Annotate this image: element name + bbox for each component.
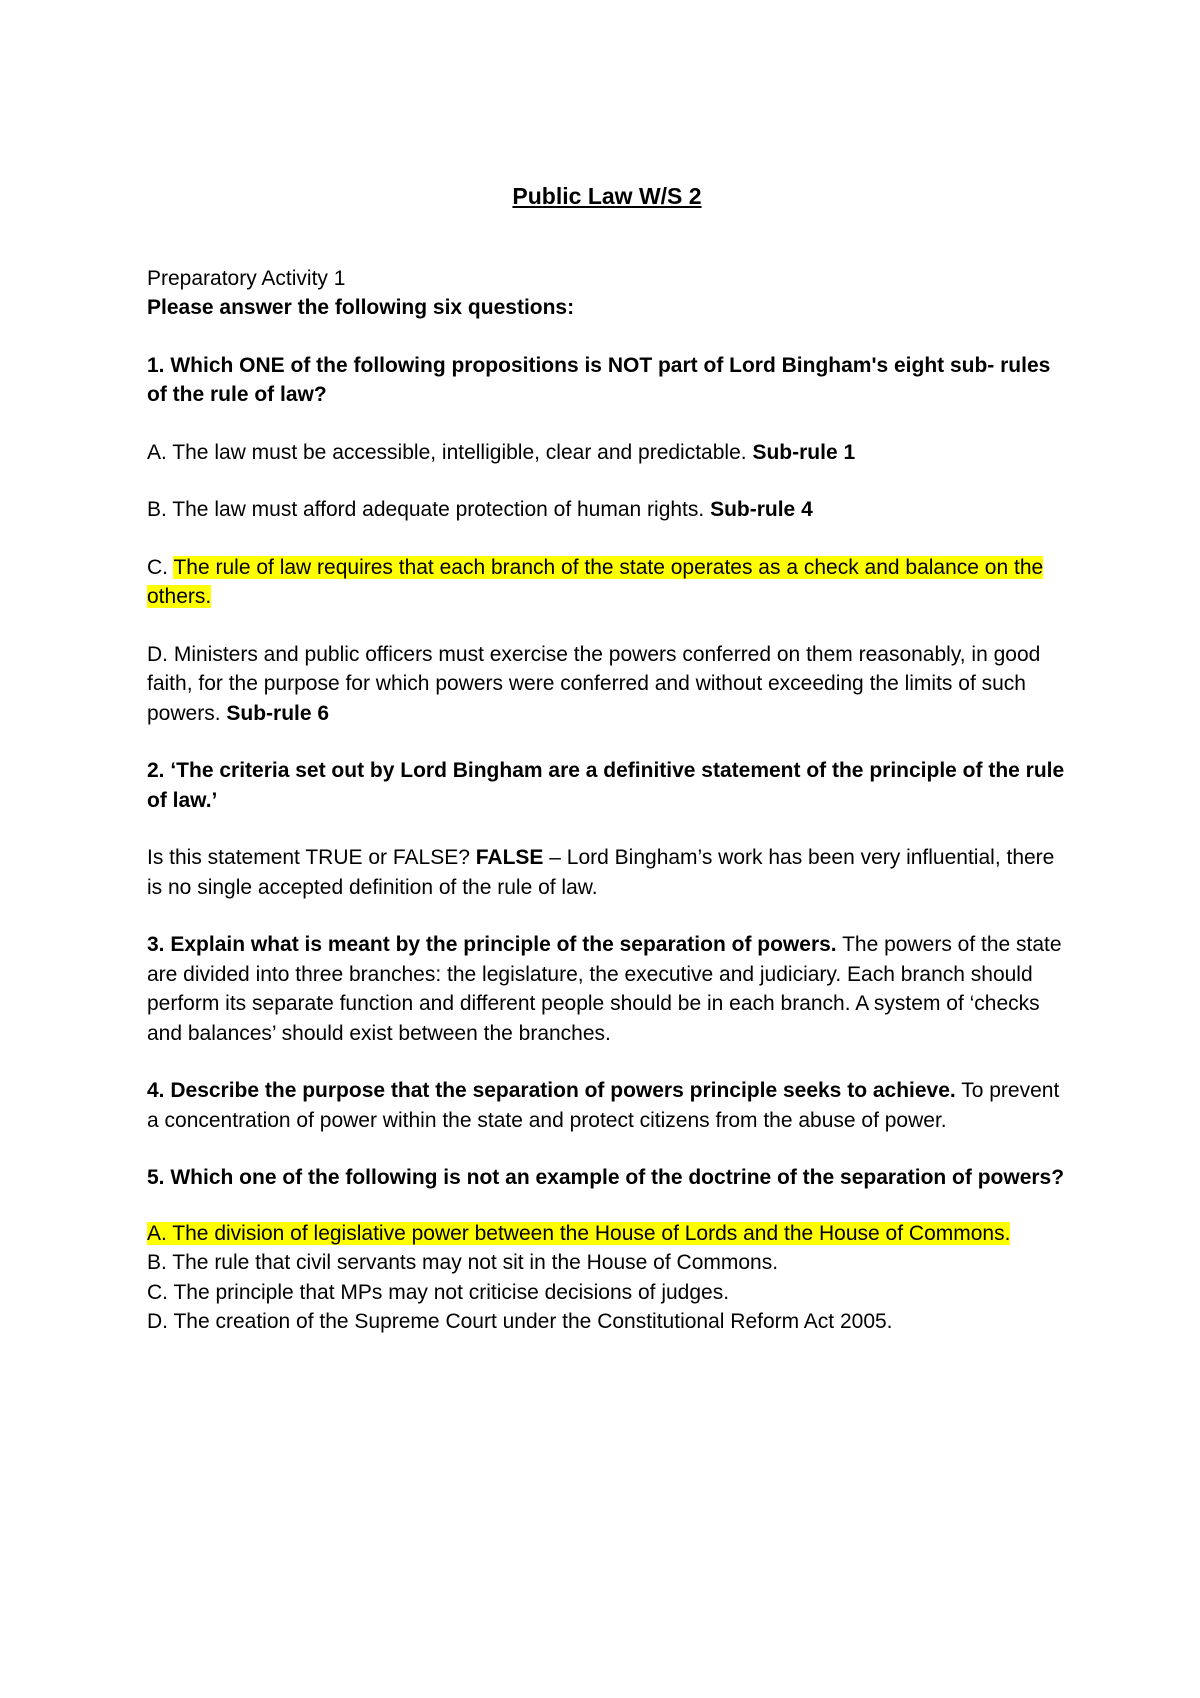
- page-title: Public Law W/S 2: [512, 183, 702, 209]
- question-1: 1. Which ONE of the following propositions is NOT part of Lord Bingham's eight sub- rules of the rule of law?: [147, 353, 1051, 406]
- q1-option-a: [147, 438, 1067, 468]
- q2-answer: [147, 843, 1067, 902]
- q4-answer: To prevent a concentration of power within the state and protect citizens from the abuse of power.: [147, 1079, 1060, 1132]
- q1-option-a-text: A. The law must be accessible, intelligible, clear and predictable.: [147, 440, 747, 464]
- q4-question: 4. Describe the purpose that the separation of powers principle seeks to achieve.: [147, 1079, 956, 1102]
- instructions: Please answer the following six questions:: [147, 296, 575, 319]
- q5-option-b: B. The rule that civil servants may not sit in the House of Commons.: [147, 1251, 779, 1274]
- q5-option-c: C. The principle that MPs may not criticise decisions of judges.: [147, 1280, 730, 1304]
- question-5: 5. Which one of the following is not an example of the doctrine of the separation of powers?: [147, 1166, 1065, 1189]
- q1-option-d-text: D. Ministers and public officers must exercise the powers conferred on them reasonably, in good faith, for the purpose for which powers were conferred and without exceeding the limits of such powers.: [147, 642, 1041, 725]
- q1-option-c-prefix: C.: [147, 555, 168, 579]
- activity-heading: Preparatory Activity 1: [147, 266, 346, 290]
- q1-option-a-note: Sub-rule 1: [752, 440, 856, 464]
- q1-option-b-text: B. The law must afford adequate protection of human rights.: [147, 498, 705, 521]
- q5-option-a: [147, 1219, 1067, 1249]
- q3-answer: The powers of the state are divided into three branches: the legislature, the executive and judiciary. Each branch should perform its separate function and different people should be in each branch. A system of ‘checks and balances’ should exist between the branches.: [147, 933, 1062, 1045]
- q2-explanation: – Lord Bingham’s work has been very influential, there is no single accepted definition of the rule of law.: [147, 846, 1055, 899]
- q1-option-c-highlighted-answer: The rule of law requires that each branch of the state operates as a check and balance on the others.: [147, 555, 1044, 608]
- q5-option-a-highlighted-answer: A. The division of legislative power between the House of Lords and the House of Commons.: [147, 1221, 1011, 1245]
- q1-option-d: [147, 640, 1067, 729]
- q3-question: 3. Explain what is meant by the principle of the separation of powers.: [147, 933, 837, 956]
- question-2: 2. ‘The criteria set out by Lord Bingham are a definitive statement of the principle of the rule of law.’: [147, 759, 1065, 812]
- question-3: [147, 930, 1067, 1048]
- q1-option-b-note: Sub-rule 4: [710, 498, 813, 521]
- q2-answer-value: FALSE: [475, 846, 544, 869]
- q1-option-d-note: Sub-rule 6: [226, 701, 330, 725]
- q1-option-b: [147, 495, 1067, 525]
- q2-prompt: Is this statement TRUE or FALSE?: [147, 846, 470, 869]
- q5-option-d: D. The creation of the Supreme Court under the Constitutional Reform Act 2005.: [147, 1310, 893, 1333]
- question-4: [147, 1076, 1067, 1135]
- document-body: [147, 182, 1067, 1337]
- q1-option-c: [147, 553, 1067, 612]
